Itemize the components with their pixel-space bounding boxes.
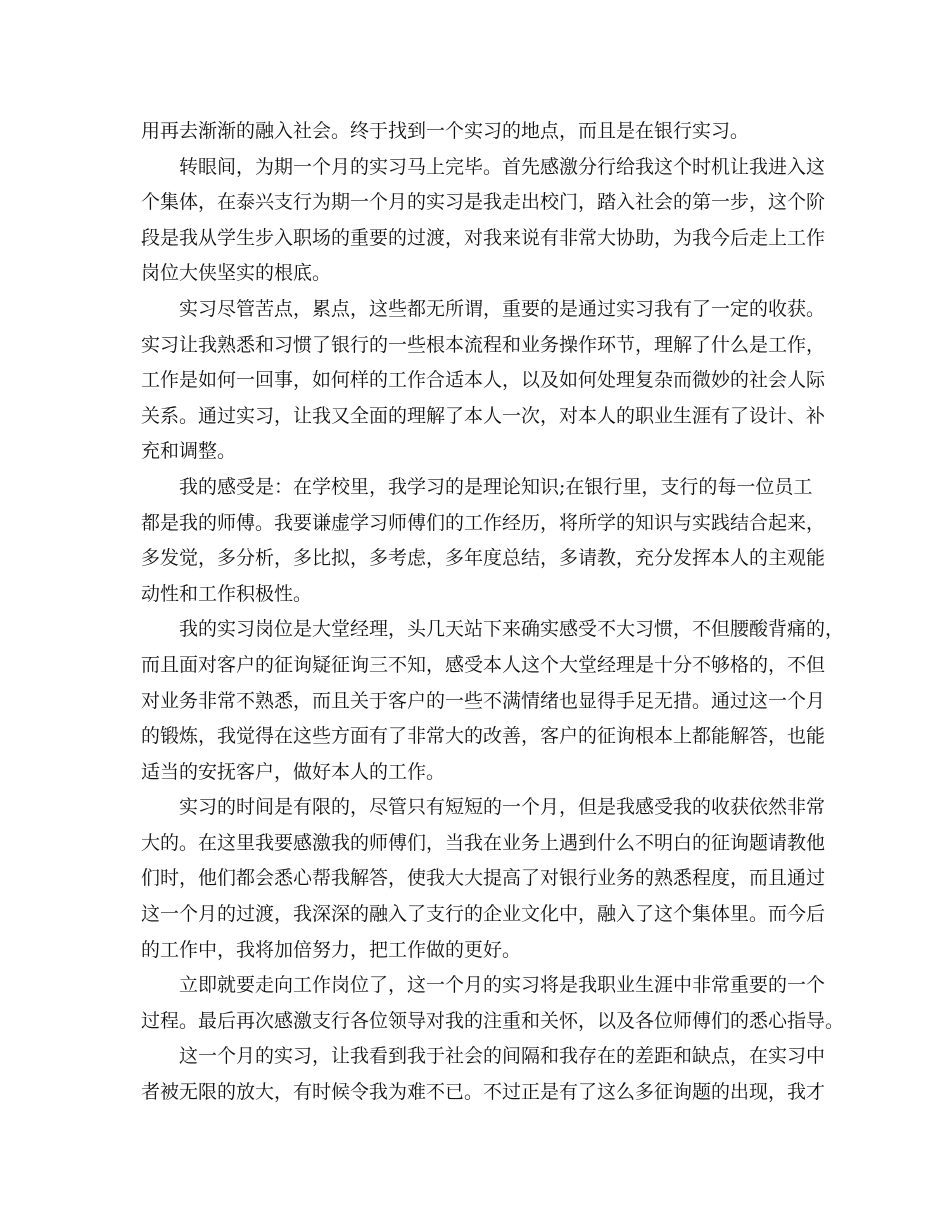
text-line: 的工作中，我将加倍努力，把工作做的更好。 — [141, 938, 522, 961]
text-line: 的锻炼，我觉得在这些方面有了非常大的改善，客户的征询根本上都能解答，也能 — [141, 725, 826, 748]
paragraph-start-line: 我的感受是：在学校里，我学习的是理论知识;在银行里，支行的每一位员工 — [179, 475, 813, 498]
text-line: 动性和工作积极性。 — [141, 582, 313, 605]
paragraph-start-line: 这一个月的实习，让我看到我于社会的间隔和我存在的差距和缺点，在实习中 — [179, 1045, 826, 1068]
paragraph-start-line: 实习尽管苦点，累点，这些都无所谓，重要的是通过实习我有了一定的收获。 — [179, 297, 826, 320]
text-line: 工作是如何一回事，如何样的工作合适本人，以及如何处理复杂而微妙的社会人际 — [141, 369, 826, 392]
text-line: 用再去渐渐的融入社会。终于找到一个实习的地点，而且是在银行实习。 — [141, 120, 750, 142]
text-line: 对业务非常不熟悉，而且关于客户的一些不满情绪也显得手足无措。通过这一个月 — [141, 689, 826, 712]
document-body — [141, 114, 845, 1111]
text-line: 关系。通过实习，让我又全面的理解了本人一次，对本人的职业生涯有了设计、补 — [141, 404, 826, 427]
text-line: 大的。在这里我要感激我的师傅们，当我在业务上遇到什么不明白的征询题请教他 — [141, 831, 826, 854]
text-line: 而且面对客户的征询疑征询三不知，感受本人这个大堂经理是十分不够格的，不但 — [141, 653, 826, 676]
text-line: 者被无限的放大，有时候令我为难不已。不过正是有了这么多征询题的出现，我才 — [141, 1081, 826, 1104]
text-line: 充和调整。 — [141, 440, 237, 463]
text-line: 适当的安抚客户，做好本人的工作。 — [141, 760, 446, 783]
text-line: 实习让我熟悉和习惯了银行的一些根本流程和业务操作环节，理解了什么是工作， — [141, 333, 826, 356]
paragraph-start-line: 我的实习岗位是大堂经理，头几天站下来确实感受不大习惯，不但腰酸背痛的， — [179, 618, 845, 641]
paragraph-start-line: 立即就要走向工作岗位了，这一个月的实习将是我职业生涯中非常重要的一个 — [179, 974, 826, 997]
text-line: 段是我从学生步入职场的重要的过渡，对我来说有非常大协助，为我今后走上工作 — [141, 226, 826, 249]
text-line: 个集体，在泰兴支行为期一个月的实习是我走出校门，踏入社会的第一步，这个阶 — [141, 191, 826, 214]
text-line: 都是我的师傅。我要谦虚学习师傅们的工作经历，将所学的知识与实践结合起来， — [141, 511, 826, 534]
paragraph-start-line: 实习的时间是有限的，尽管只有短短的一个月，但是我感受我的收获依然非常 — [179, 796, 826, 819]
paragraph-start-line: 转眼间，为期一个月的实习马上完毕。首先感激分行给我这个时机让我进入这 — [179, 155, 826, 178]
text-line: 过程。最后再次感激支行各位领导对我的注重和关怀，以及各位师傅们的悉心指导。 — [141, 1009, 845, 1032]
text-line: 们时，他们都会悉心帮我解答，使我大大提高了对银行业务的熟悉程度，而且通过 — [141, 867, 826, 890]
text-line: 多发觉，多分析，多比拟，多考虑，多年度总结，多请教，充分发挥本人的主观能 — [141, 547, 826, 570]
text-line: 这一个月的过渡，我深深的融入了支行的企业文化中，融入了这个集体里。而今后 — [141, 903, 826, 926]
text-line: 岗位大侠坚实的根底。 — [141, 262, 332, 285]
